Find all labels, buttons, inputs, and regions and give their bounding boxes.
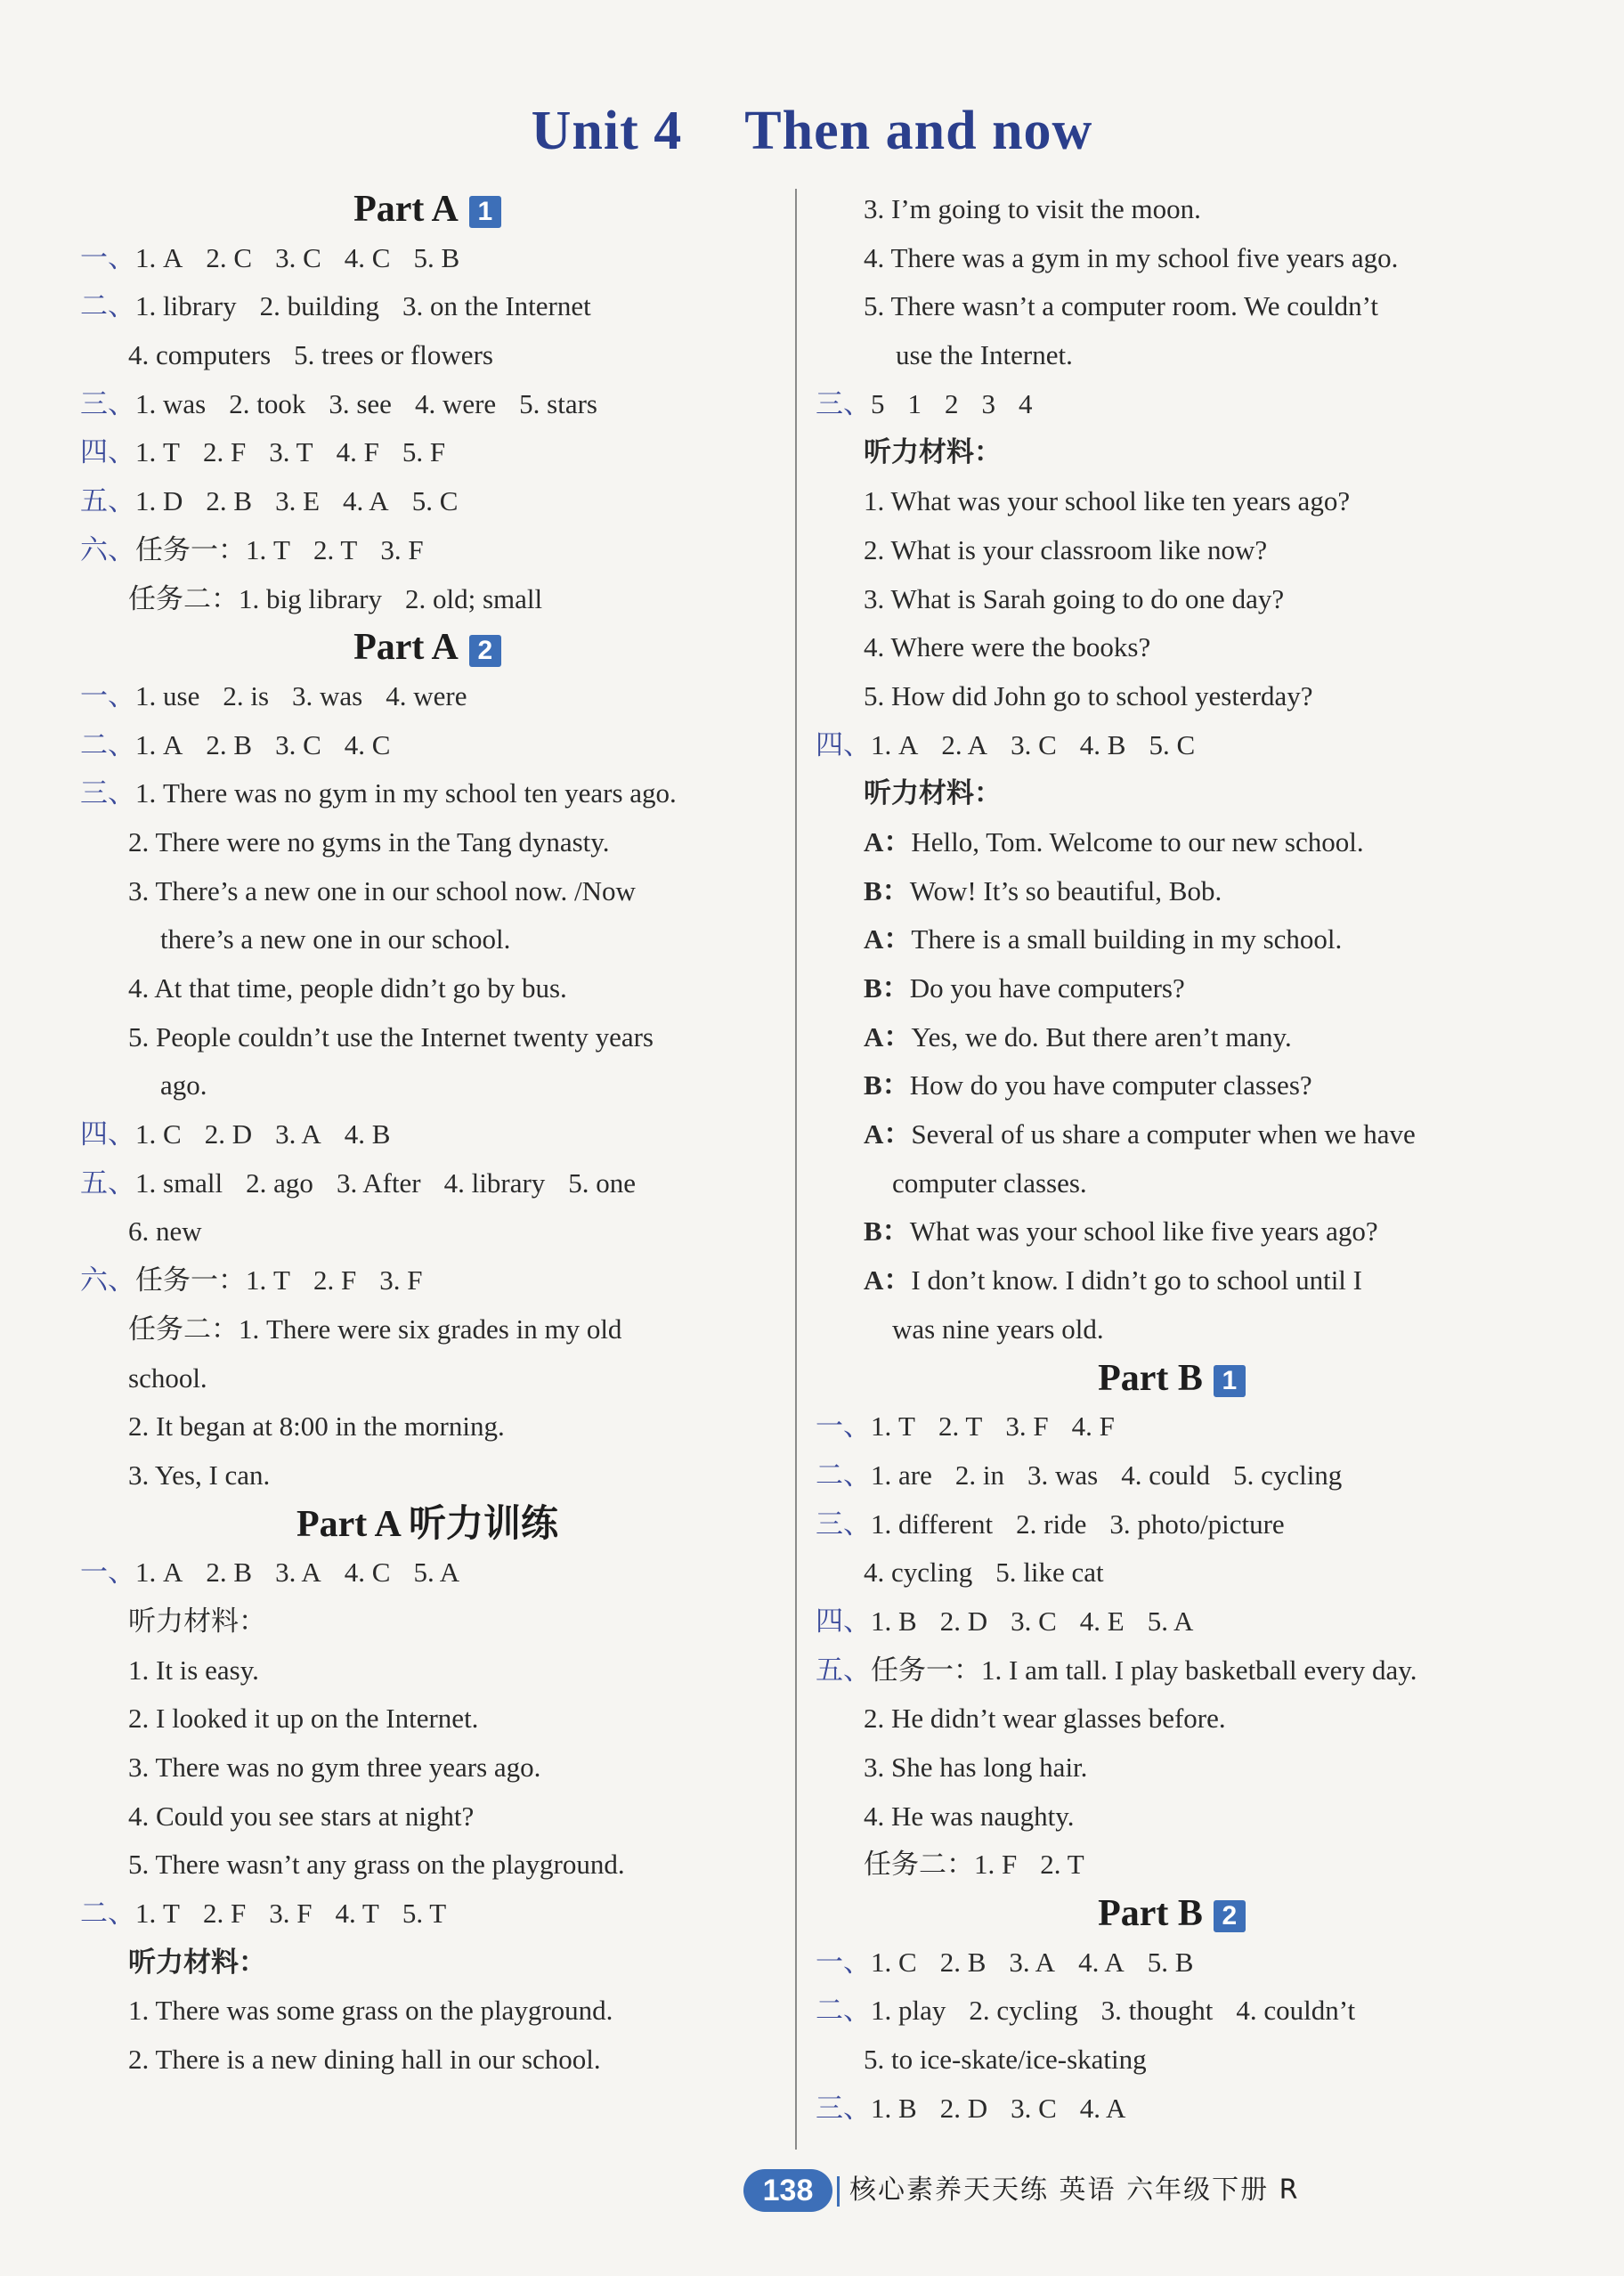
badge-1: 1 xyxy=(1214,1365,1246,1397)
answer-line: 三、5 1 2 3 4 xyxy=(816,387,1033,419)
dialog-line: A：Several of us share a computer when we have xyxy=(864,1118,1416,1150)
answer-line: 五、1. small 2. ago 3. After 4. library 5. one xyxy=(80,1166,637,1199)
answer-line: there’s a new one in our school. xyxy=(160,923,511,955)
answer-line: 一、1. A 2. B 3. A 4. C 5. A xyxy=(80,1557,460,1589)
answer-line: 6. new xyxy=(128,1215,202,1248)
heading-part-a-listening: Part A 听力训练 xyxy=(296,1503,558,1545)
heading-part-a-1: Part A 1 xyxy=(80,185,775,234)
answer-line: 六、任务一：1. T 2. T 3. F xyxy=(80,533,424,565)
dialog-line: was nine years old. xyxy=(892,1313,1104,1345)
dialog-line: A：I don’t know. I didn’t go to school until I xyxy=(864,1264,1362,1297)
dialog-line: B：How do you have computer classes? xyxy=(864,1069,1312,1101)
answer-line: 1. There was some grass on the playground. xyxy=(128,1995,613,2027)
answer-line: 5. to ice-skate/ice-skating xyxy=(864,2044,1147,2076)
answer-line: 六、任务一：1. T 2. F 3. F xyxy=(80,1264,423,1297)
answer-line: 四、1. A 2. A 3. C 4. B 5. C xyxy=(816,728,1196,760)
answer-line: 4. At that time, people didn’t go by bus. xyxy=(128,972,567,1004)
right-column xyxy=(816,185,1528,2134)
badge-2: 2 xyxy=(469,635,501,667)
answer-line: 2. What is your classroom like now? xyxy=(864,533,1268,565)
answer-line: 2. There is a new dining hall in our school. xyxy=(128,2044,601,2076)
column-divider xyxy=(795,189,797,2150)
heading-part-b-1: Part B 1 xyxy=(816,1354,1528,1403)
answer-line: 3. There was no gym three years ago. xyxy=(128,1752,541,1783)
answer-line: 二、1. are 2. in 3. was 4. could 5. cycling xyxy=(816,1459,1343,1491)
answer-line: 5. People couldn’t use the Internet twenty years xyxy=(128,1020,654,1053)
answer-line: 2. There were no gyms in the Tang dynasty. xyxy=(128,825,610,858)
answer-line: 3. She has long hair. xyxy=(864,1752,1088,1783)
answer-line: 任务二：1. There were six grades in my old xyxy=(128,1313,622,1345)
listening-material-label: 听力材料： xyxy=(864,777,1002,809)
answer-line: school. xyxy=(128,1362,207,1394)
answer-line: 五、1. D 2. B 3. E 4. A 5. C xyxy=(80,485,459,517)
footer-divider xyxy=(837,2176,840,2207)
answer-line: 2. He didn’t wear glasses before. xyxy=(864,1703,1226,1735)
answer-line: 三、1. was 2. took 3. see 4. were 5. stars xyxy=(80,387,597,419)
answer-line: 二、1. A 2. B 3. C 4. C xyxy=(80,728,391,760)
answer-line: 四、1. T 2. F 3. T 4. F 5. F xyxy=(80,436,446,468)
answer-line: 4. He was naughty. xyxy=(864,1800,1075,1832)
answer-line: 5. How did John go to school yesterday? xyxy=(864,679,1313,711)
answer-line: 3. What is Sarah going to do one day? xyxy=(864,582,1285,614)
answer-line: 二、1. play 2. cycling 3. thought 4. couldn’t xyxy=(816,1995,1356,2027)
answer-line: 2. I looked it up on the Internet. xyxy=(128,1703,479,1735)
page-number: 138 xyxy=(743,2169,832,2212)
badge-2: 2 xyxy=(1214,1900,1246,1932)
answer-line: 5. There wasn’t a computer room. We couldn’t xyxy=(864,290,1379,322)
answer-line: 一、1. T 2. T 3. F 4. F xyxy=(816,1410,1115,1443)
answer-line: 4. There was a gym in my school five years ago. xyxy=(864,241,1399,273)
answer-line: 一、1. A 2. C 3. C 4. C 5. B xyxy=(80,241,460,273)
answer-line: 3. Yes, I can. xyxy=(128,1459,271,1491)
answer-line: 一、1. use 2. is 3. was 4. were xyxy=(80,679,467,711)
answer-line: 1. What was your school like ten years ago? xyxy=(864,485,1351,517)
answer-line: 三、1. B 2. D 3. C 4. A xyxy=(816,2092,1126,2124)
answer-line: ago. xyxy=(160,1069,207,1101)
page-title xyxy=(0,100,1624,163)
answer-line: 4. Where were the books? xyxy=(864,631,1151,663)
answer-line: use the Internet. xyxy=(896,339,1073,371)
answer-line: 一、1. C 2. B 3. A 4. A 5. B xyxy=(816,1946,1194,1978)
heading-part-a-2: Part A 2 xyxy=(80,623,775,672)
answer-line: 任务二：1. F 2. T xyxy=(864,1849,1084,1881)
heading-part-b-2: Part B 2 xyxy=(816,1890,1528,1939)
answer-line: 1. It is easy. xyxy=(128,1654,259,1686)
answer-line: 任务二：1. big library 2. old; small xyxy=(128,582,543,614)
answer-line: 4. cycling 5. like cat xyxy=(864,1557,1104,1589)
answer-line: 三、1. There was no gym in my school ten years ago. xyxy=(80,777,677,809)
badge-1: 1 xyxy=(469,196,501,228)
dialog-line: B：Do you have computers? xyxy=(864,972,1185,1004)
answer-line: 3. There’s a new one in our school now. /Now xyxy=(128,874,636,906)
unit-label: Unit 4 xyxy=(531,101,683,161)
dialog-line: A：Yes, we do. But there aren’t many. xyxy=(864,1020,1292,1053)
listening-material-label: 听力材料： xyxy=(128,1946,266,1978)
book-title: 核心素养天天练 英语 六年级下册 R xyxy=(849,2174,1300,2206)
answer-line: 五、任务一：1. I am tall. I play basketball every day. xyxy=(816,1654,1417,1686)
page-footer xyxy=(0,2164,1624,2217)
dialog-line: computer classes. xyxy=(892,1166,1087,1199)
listening-material-label: 听力材料： xyxy=(128,1605,266,1637)
answer-line: 四、1. C 2. D 3. A 4. B xyxy=(80,1118,391,1150)
answer-line: 4. computers 5. trees or flowers xyxy=(128,339,493,371)
dialog-line: B：What was your school like five years ago? xyxy=(864,1215,1378,1248)
answer-line: 2. It began at 8:00 in the morning. xyxy=(128,1410,505,1443)
dialog-line: A：There is a small building in my school. xyxy=(864,923,1343,955)
left-column xyxy=(80,185,775,2085)
answer-line: 5. There wasn’t any grass on the playground. xyxy=(128,1849,625,1881)
answer-line: 4. Could you see stars at night? xyxy=(128,1800,475,1832)
answer-line: 二、1. T 2. F 3. F 4. T 5. T xyxy=(80,1898,447,1930)
unit-name: Then and now xyxy=(744,101,1093,161)
listening-material-label: 听力材料： xyxy=(864,436,1002,468)
answer-line: 二、1. library 2. building 3. on the Internet xyxy=(80,290,591,322)
answer-line: 三、1. different 2. ride 3. photo/picture xyxy=(816,1508,1285,1540)
dialog-line: A：Hello, Tom. Welcome to our new school. xyxy=(864,825,1364,858)
answer-line: 四、1. B 2. D 3. C 4. E 5. A xyxy=(816,1605,1194,1637)
answer-line: 3. I’m going to visit the moon. xyxy=(864,193,1201,224)
dialog-line: B：Wow! It’s so beautiful, Bob. xyxy=(864,874,1222,906)
